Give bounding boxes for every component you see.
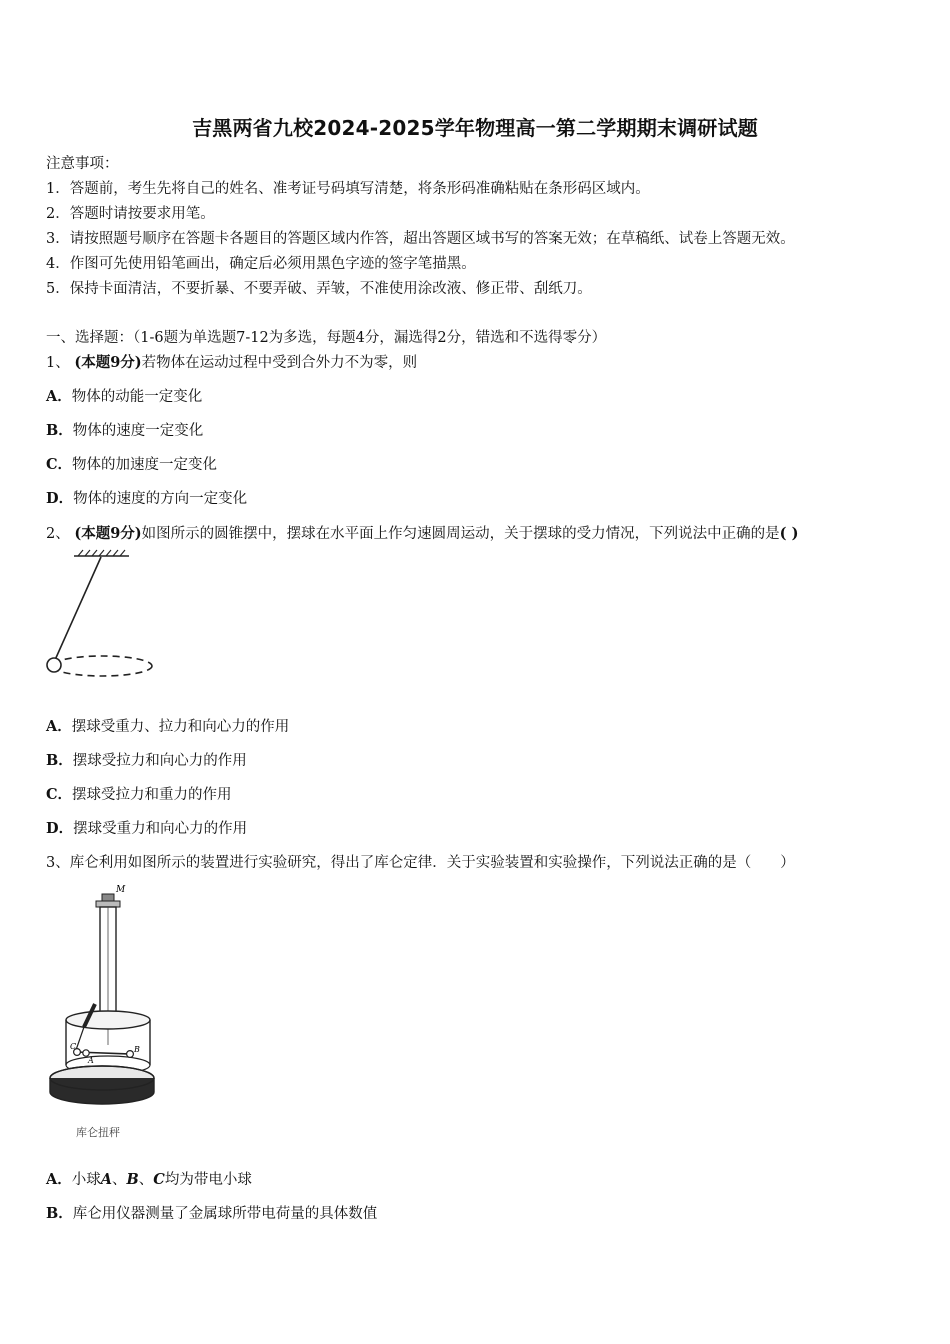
notice-item-1: 1．答题前，考生先将自己的姓名、准考证号码填写清楚，将条形码准确粘贴在条形码区域内。 — [46, 181, 650, 197]
label-a: A — [88, 1056, 94, 1065]
base-plate-side — [50, 1078, 154, 1104]
q2-option-a: A．摆球受重力、拉力和向心力的作用 — [46, 718, 290, 735]
notice-item-2: 2．答题时请按要求用笔。 — [46, 206, 215, 222]
coulomb-torsion-balance-figure — [46, 880, 166, 1120]
question-2-score: (本题9分) — [74, 525, 142, 542]
ball-b — [127, 1051, 134, 1058]
q2-option-d: D．摆球受重力和向心力的作用 — [46, 820, 248, 837]
notice-item-3: 3．请按照题号顺序在答题卡各题目的答题区域内作答，超出答题区域书写的答案无效；在草稿纸、试卷上答题无效。 — [46, 231, 795, 247]
jar-top — [66, 1011, 150, 1029]
torsion-head-base — [96, 901, 120, 907]
label-m: M — [116, 885, 126, 895]
section-heading: 一、选择题：（1-6题为单选题7-12为多选，每题4分，漏选得2分，错选和不选得零分） — [46, 330, 607, 346]
question-1-score: (本题9分) — [74, 354, 142, 371]
question-3-stem: 3、库仑利用如图所示的装置进行实验研究，得出了库仑定律．关于实验装置和实验操作，下列说法正确的是（ ） — [46, 855, 795, 871]
ceiling-hatch — [78, 550, 125, 556]
question-2-stem — [46, 522, 798, 543]
q1-option-a: A．物体的动能一定变化 — [46, 388, 203, 405]
figure-caption: 库仑扭秤 — [76, 1126, 120, 1139]
circular-path — [52, 656, 152, 676]
label-c: C — [70, 1042, 77, 1051]
notice-item-5: 5．保持卡面清洁，不要折暴、不要弄破、弄皱，不准使用涂改液、修正带、刮纸刀。 — [46, 281, 592, 297]
q3-option-b: B．库仑用仪器测量了金属球所带电荷量的具体数值 — [46, 1205, 378, 1222]
notice-heading: 注意事项： — [46, 156, 119, 172]
q1-option-c: C．物体的加速度一定变化 — [46, 456, 218, 473]
notice-item-4: 4．作图可先使用铅笔画出，确定后必须用黑色字迹的签字笔描黑。 — [46, 256, 476, 272]
conical-pendulum-figure — [44, 548, 159, 683]
question-1-stem — [46, 351, 417, 372]
q2-option-b: B．摆球受拉力和向心力的作用 — [46, 752, 247, 769]
pendulum-string — [55, 557, 101, 660]
question-2-number: 2、 — [46, 526, 70, 542]
q2-option-c: C．摆球受拉力和重力的作用 — [46, 786, 232, 803]
q3-option-a: A．小球A、B、C均为带电小球 — [46, 1171, 252, 1188]
question-2-text: 如图所示的圆锥摆中，摆球在水平面上作匀速圆周运动，关于摆球的受力情况，下列说法中正确的是 — [141, 526, 780, 542]
question-1-number: 1、 — [46, 355, 70, 371]
page-title: 吉黑两省九校2024-2025学年物理高一第二学期期末调研试题 — [192, 116, 758, 140]
pendulum-bob — [47, 658, 61, 672]
q1-option-b: B．物体的速度一定变化 — [46, 422, 204, 439]
question-1-text: 若物体在运动过程中受到合外力不为零，则 — [141, 355, 418, 371]
q1-option-d: D．物体的速度的方向一定变化 — [46, 490, 248, 507]
label-b: B — [134, 1045, 140, 1054]
question-2-paren: ( ) — [779, 525, 799, 542]
rod-stem — [76, 1027, 84, 1050]
